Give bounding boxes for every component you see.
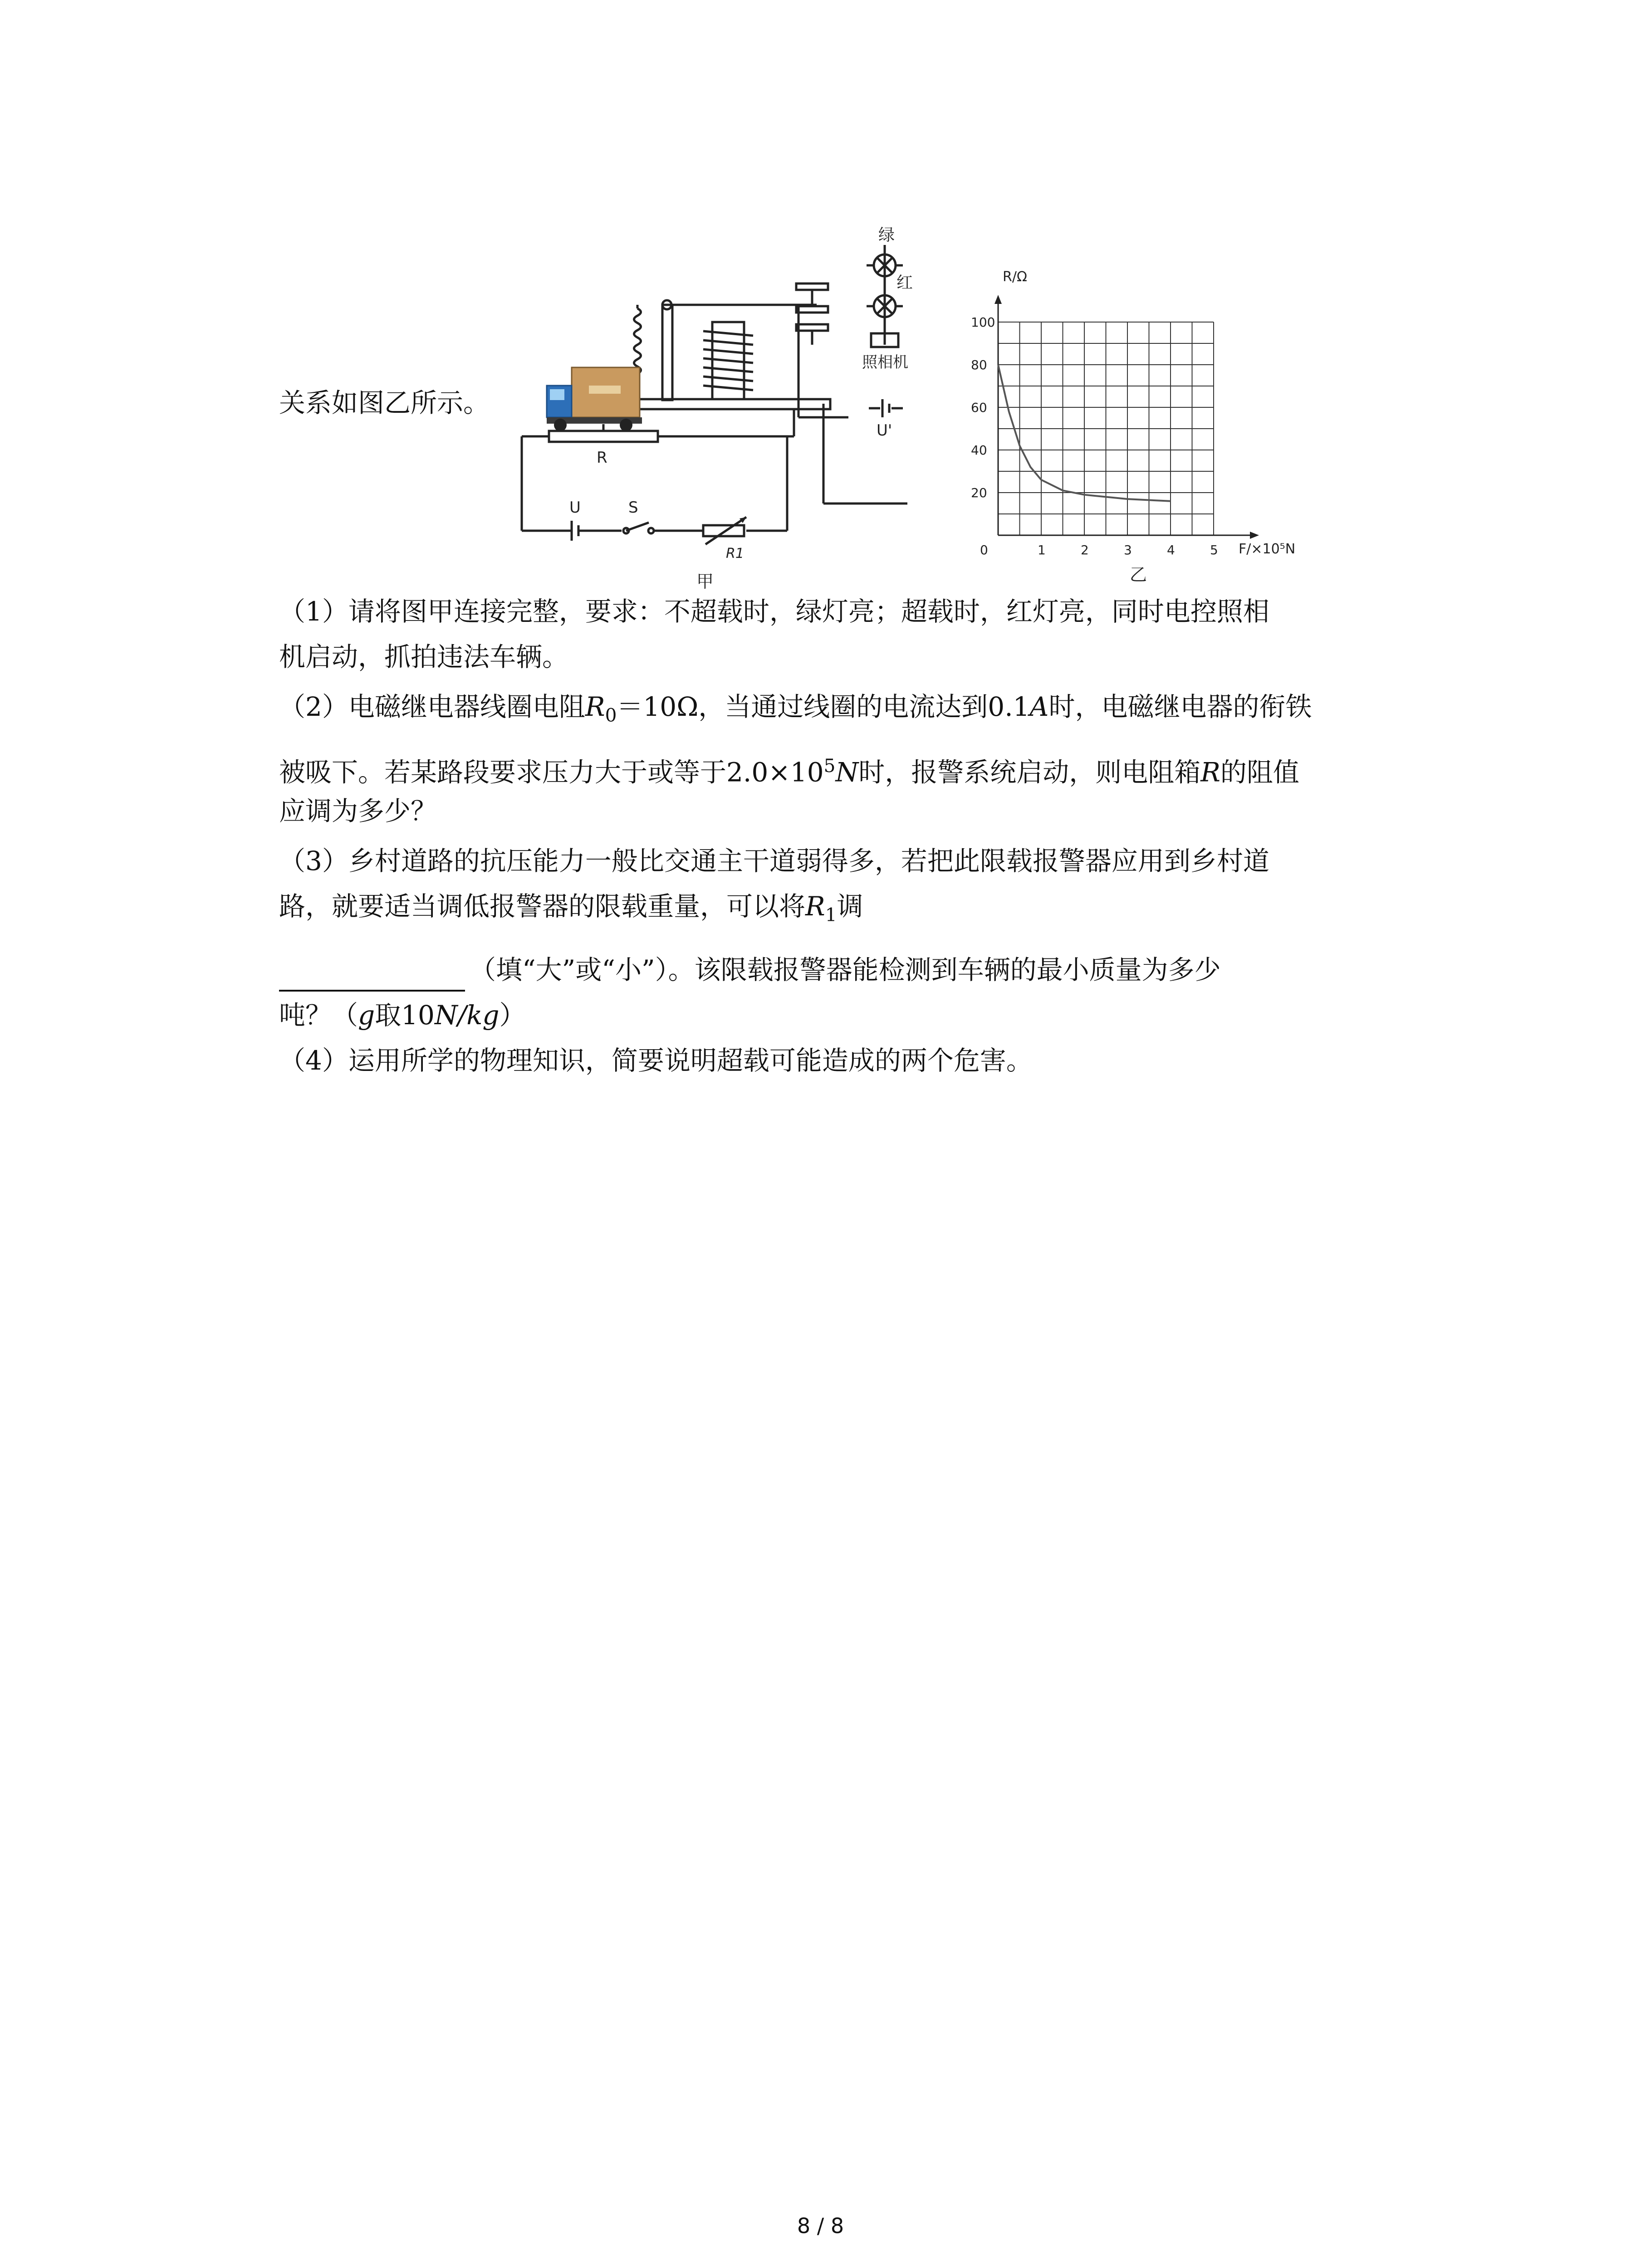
q2-unit-a: A: [1029, 691, 1049, 722]
green-lamp-label: 绿: [878, 226, 895, 244]
q3-text-f: ）: [499, 1000, 526, 1031]
q2-line-2: [279, 744, 1299, 794]
q2-unit-n: N: [835, 757, 859, 788]
q3-text-e: 取10: [375, 1000, 435, 1031]
q2-sup-5: 5: [823, 755, 836, 777]
q2-text-e: 时，报警系统启动，则电阻箱: [858, 757, 1201, 788]
x-axis-arrow: [1250, 532, 1259, 539]
truck-icon: [547, 367, 642, 431]
q2-sub-0: 0: [605, 704, 617, 726]
y-tick-label: 40: [971, 443, 987, 458]
y-tick-label: 20: [971, 485, 987, 500]
red-lamp-label: 红: [896, 274, 913, 292]
q3-text-d: 吨？（: [279, 1000, 358, 1031]
q3-text-b: 调: [837, 891, 863, 922]
intro-text: 关系如图乙所示。: [279, 387, 490, 418]
x-tick-label: 3: [1124, 543, 1132, 557]
q2-text-b: ＝10Ω，当通过线圈的电流达到0.1: [617, 691, 1030, 722]
chart-grid: [998, 322, 1214, 535]
chart-ticks: [971, 315, 1218, 557]
source-u-label: U: [569, 499, 581, 517]
x-tick-label: 2: [1081, 543, 1089, 557]
figure-jia-caption: 甲: [696, 572, 714, 591]
chart-xlabel: F/×10⁵N: [1239, 541, 1296, 557]
q3-answer-blank[interactable]: [279, 963, 465, 992]
q2-text-d: 被吸下。若某路段要求压力大于或等于2.0×10: [279, 757, 824, 788]
q3-sub-1: 1: [825, 904, 837, 926]
q2-text-a: （2）电磁继电器线圈电阻: [279, 691, 585, 722]
u-prime-label: U': [877, 421, 892, 440]
chart-axes: [994, 295, 1259, 539]
circuit-diagram-jia: [504, 218, 939, 594]
q2-text-f: 的阻值: [1220, 757, 1299, 788]
q2-line-3: 应调为多少？: [279, 796, 437, 826]
x-tick-label: 4: [1167, 543, 1175, 557]
q3-text-a: 路，就要适当调低报警器的限载重量，可以将: [279, 891, 806, 922]
camera-label: 照相机: [862, 353, 908, 371]
chart-ylabel: R/Ω: [1003, 269, 1027, 285]
chart-caption: 乙: [1130, 565, 1147, 585]
x-tick-label: 1: [1038, 543, 1046, 557]
x-tick-label: 5: [1210, 543, 1218, 557]
resistor-r-label: R: [597, 449, 607, 467]
q3-var-r1: R: [805, 891, 825, 922]
q2-var-r0: R: [585, 691, 605, 722]
q3-line-1: （3）乡村道路的抗压能力一般比交通主干道弱得多，若把此限载报警器应用到乡村道: [279, 846, 1269, 876]
chart-yi: [957, 268, 1329, 585]
q3-var-g: g: [358, 1000, 375, 1031]
q1-line-2: 机启动，抓拍违法车辆。: [279, 641, 569, 672]
q3-unit-nkg: N/kg: [434, 1000, 500, 1031]
q3-line-3: [279, 948, 1221, 992]
q1-line-1: （1）请将图甲连接完整，要求：不超载时，绿灯亮；超载时，红灯亮，同时电控照相: [279, 596, 1269, 627]
q2-var-r: R: [1200, 757, 1220, 788]
y-tick-label: 100: [971, 315, 995, 330]
q3-line-4: [279, 993, 526, 1037]
y-axis-arrow: [994, 295, 1002, 304]
q3-text-c: （填“大”或“小”）。该限载报警器能检测到车辆的最小质量为多少: [470, 954, 1221, 985]
switch-s-label: S: [628, 499, 638, 517]
page-number: 8 / 8: [797, 2214, 844, 2238]
q3-line-2: [279, 885, 863, 937]
y-tick-label: 60: [971, 400, 987, 415]
x-tick-label: 0: [980, 543, 988, 557]
q2-line-1: [279, 685, 1312, 737]
q4-line-1: （4）运用所学的物理知识，简要说明超载可能造成的两个危害。: [279, 1045, 1033, 1076]
q2-text-c: 时，电磁继电器的衔铁: [1048, 691, 1312, 722]
r1-label: R1: [726, 546, 744, 562]
y-tick-label: 80: [971, 357, 987, 372]
